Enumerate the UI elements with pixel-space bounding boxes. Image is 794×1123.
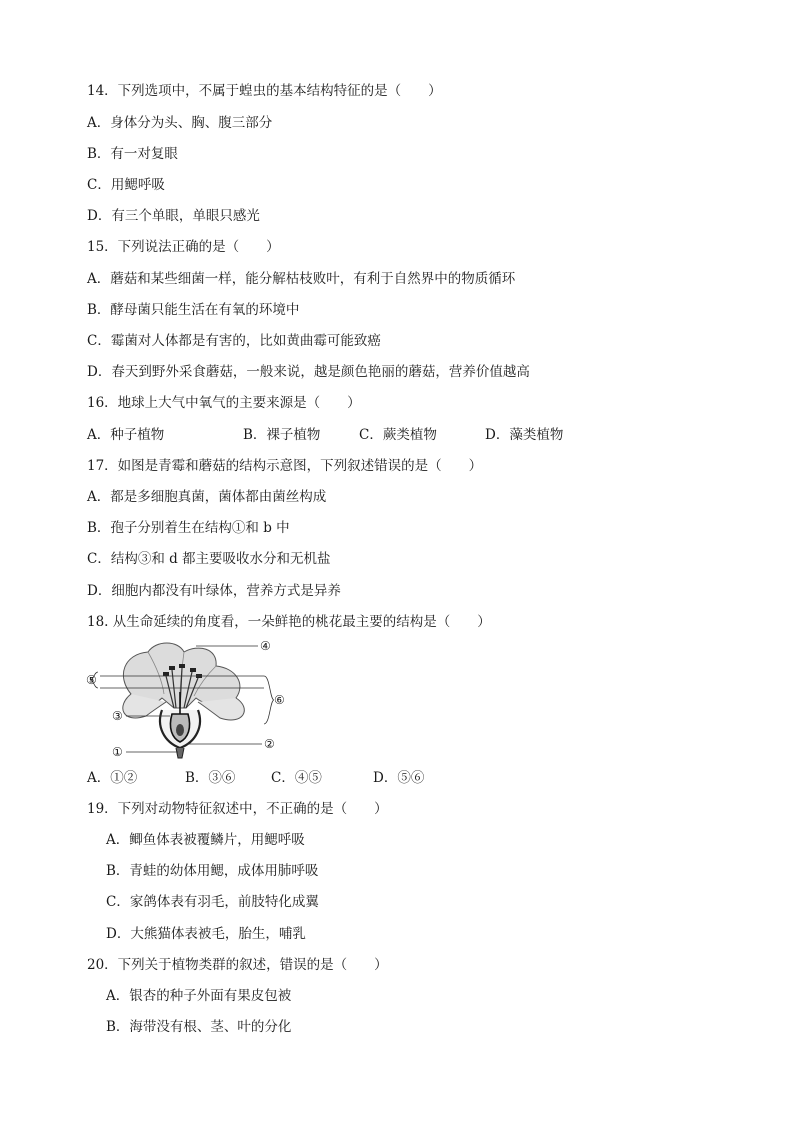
figure-label-3: ③ [112,709,123,723]
question-18-option-c: C．④⑤ [271,770,322,786]
question-16-option-d: D．藻类植物 [485,427,564,443]
question-17-option-c: C．结构③和 d 都主要吸收水分和无机盐 [87,551,331,567]
question-16-option-c: C．蕨类植物 [359,427,437,443]
question-20-stem: 20．下列关于植物类群的叙述，错误的是（ ） [87,957,388,973]
question-19-option-c: C．家鸽体表有羽毛，前肢特化成翼 [106,894,319,910]
figure-label-2: ② [264,737,275,751]
question-17-stem: 17．如图是青霉和蘑菇的结构示意图，下列叙述错误的是（ ） [87,458,483,474]
question-20-option-a: A．银杏的种子外面有果皮包被 [106,988,292,1004]
question-15-option-b: B．酵母菌只能生活在有氧的环境中 [87,302,300,318]
question-18-stem: 18. 从生命延续的角度看，一朵鲜艳的桃花最主要的结构是（ ） [87,614,491,630]
question-17-option-b: B．孢子分别着生在结构①和 b 中 [87,520,290,536]
question-19-option-d: D．大熊猫体表被毛，胎生，哺乳 [106,926,306,942]
question-14-option-b: B．有一对复眼 [87,146,178,162]
question-14-option-a: A．身体分为头、胸、腹三部分 [87,115,273,131]
question-19-option-b: B．青蛙的幼体用鳃，成体用肺呼吸 [106,863,319,879]
question-15-option-c: C．霉菌对人体都是有害的，比如黄曲霉可能致癌 [87,333,381,349]
question-14-stem: 14．下列选项中，不属于蝗虫的基本结构特征的是（ ） [87,83,442,99]
question-16-option-b: B．裸子植物 [243,427,321,443]
question-19-option-a: A．鲫鱼体表被覆鳞片，用鳃呼吸 [106,832,305,848]
question-20-option-b: B．海带没有根、茎、叶的分化 [106,1019,292,1035]
figure-label-4: ④ [260,639,271,653]
question-17-option-d: D．细胞内都没有叶绿体，营养方式是异养 [87,583,341,599]
figure-label-6: ⑥ [274,693,285,707]
question-18-option-a: A．①② [87,770,138,786]
question-16-stem: 16．地球上大气中氧气的主要来源是（ ） [87,395,361,411]
question-14-option-c: C．用鳃呼吸 [87,177,165,193]
question-14-option-d: D．有三个单眼，单眼只感光 [87,208,260,224]
peach-flower-diagram [86,636,296,761]
question-18-option-d: D．⑤⑥ [373,770,425,786]
figure-label-1: ① [112,745,123,759]
figure-label-5: ⑤ [86,673,97,687]
question-15-option-a: A．蘑菇和某些细菌一样，能分解枯枝败叶，有利于自然界中的物质循环 [87,271,516,287]
question-17-option-a: A．都是多细胞真菌，菌体都由菌丝构成 [87,489,327,505]
question-18-option-b: B．③⑥ [185,770,236,786]
question-19-stem: 19．下列对动物特征叙述中，不正确的是（ ） [87,801,388,817]
question-15-option-d: D．春天到野外采食蘑菇，一般来说，越是颜色艳丽的蘑菇，营养价值越高 [87,364,530,380]
question-16-option-a: A．种子植物 [87,427,165,443]
question-15-stem: 15．下列说法正确的是（ ） [87,239,280,255]
